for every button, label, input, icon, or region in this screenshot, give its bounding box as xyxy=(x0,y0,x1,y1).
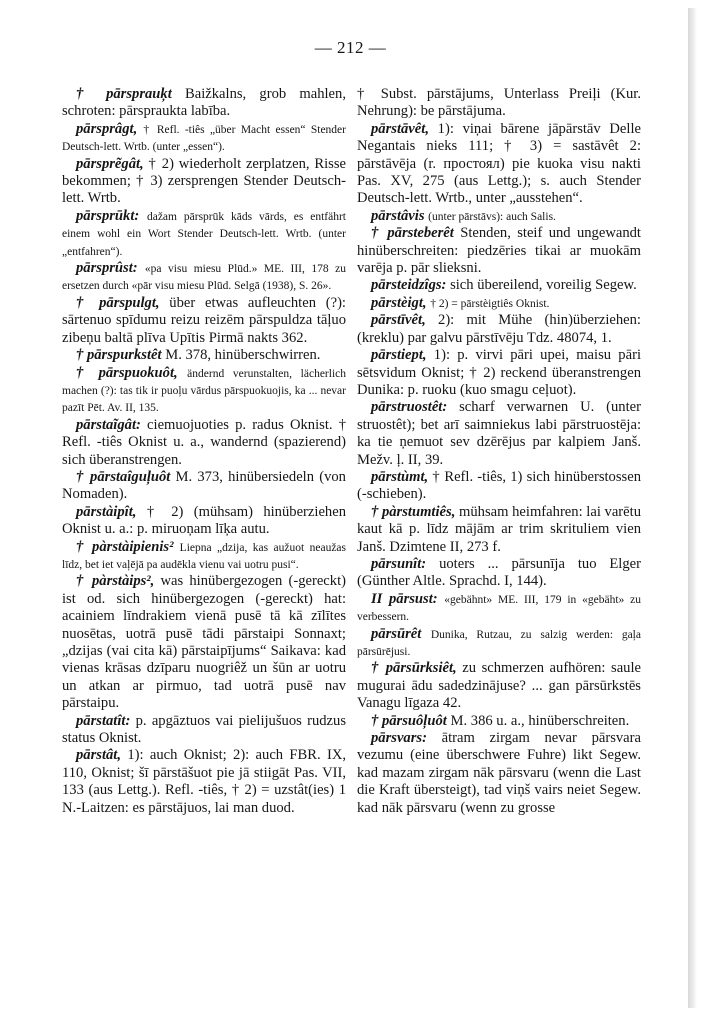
entry-headword: † pārsteberêt xyxy=(371,225,454,242)
dictionary-entry xyxy=(357,86,641,121)
entry-headword: pārsprūkt: xyxy=(76,207,140,224)
entry-headword: pārsprâgt, xyxy=(76,120,138,137)
dictionary-entry xyxy=(357,121,641,208)
dictionary-entry xyxy=(357,399,641,469)
dictionary-entry xyxy=(62,417,346,469)
entry-body: was hinübergezogen (-gereckt) ist od. sich hinübergezogen (-gereckt) hat: acainiem līndrakiem vienā pusē tā kā zīlītes nuosētas, uotrā pusē tādi pārstaipi Sonnaxt; „dzijas (vai cita kā) pārstaipījums“ Saikava: kad vienas krāsas dzīparu nuogriêž un šūn ar uotru un atkan ar pirmuo, tad uotrā pusē nav pārstaipu. xyxy=(62,573,346,712)
entry-body: scharf verwarnen U. (unter struostêt); bet arī saimniekus labi pārstruostēja: ka tie ņemuot sev dzērējus par kalpiem Janš. Mežv. ļ. II, 39. xyxy=(357,399,641,468)
dictionary-entry xyxy=(62,295,346,347)
entry-body: ändernd verunstalten, lächerlich machen (?): tas tik ir puoļu vārdus pārspuokuojis, ka ... nevar pazīt Pēt. Av. II, 135. xyxy=(62,367,346,415)
entry-headword: pārsprẽgât, xyxy=(76,155,144,172)
entry-headword: pārstatît: xyxy=(76,712,131,729)
entry-body: über etwas aufleuchten (?): sārtenuo spīdumu reizu reizēm pārspuldza tāļuo zibeņu baltā plīva Upītis Pirmā nakts 362. xyxy=(62,294,346,346)
entry-body: † 2) wiederholt zerplatzen, Risse bekommen; † 3) zersprengen Stender Deutsch-lett. Wrtb. xyxy=(62,155,346,207)
page-edge-shadow xyxy=(688,8,697,1008)
dictionary-entry xyxy=(357,277,641,294)
entry-headword: † pārstaîguļuôt xyxy=(76,468,171,485)
dictionary-entry xyxy=(357,660,641,712)
entry-headword: † pārsuôļuôt xyxy=(371,712,447,729)
dictionary-entry xyxy=(357,208,641,225)
right-column xyxy=(357,86,641,817)
entry-body: M. 373, hinübersiedeln (von Nomaden). xyxy=(62,468,346,503)
entry-headword: pārsteidzîgs: xyxy=(371,277,447,294)
dictionary-entry xyxy=(357,556,641,591)
entry-body: sich übereilend, voreilig Segew. xyxy=(450,277,637,294)
entry-body: 1): auch Oknist; 2): auch FBR. IX, 110, Oknist; šī pārstāšuot pie jā stiigāt Pas. VII, 133 (aus Lettg.). Refl. -tiês, † 2) = uzstât(ies) 1 N.-Laitzen: es pārstājuos, lai man duod. xyxy=(62,747,347,816)
dictionary-entry xyxy=(62,365,346,417)
left-column xyxy=(62,86,346,817)
entry-body: p. apgāztuos vai pielijušuos rudzus status Oknist. xyxy=(62,712,346,747)
dictionary-entry xyxy=(62,260,346,295)
entry-body: Liepna „dzija, kas aužuot neaužas līdz, bet iet vaļējā pa audēkla vienu vai uotru pusi“. xyxy=(62,541,346,571)
entry-headword: II pārsust: xyxy=(371,590,438,607)
entry-headword: † pārsprauk̦t xyxy=(76,86,172,102)
entry-headword: † pārspuokuôt, xyxy=(76,364,178,381)
entry-headword: pārstīvêt, xyxy=(371,312,426,329)
entry-headword: pārsprûst: xyxy=(76,260,138,277)
dictionary-entry xyxy=(357,626,641,661)
entry-body: uoters ... pārsunīja tuo Elger (Günther Altle. Sprachd. I, 144). xyxy=(357,555,641,590)
entry-headword: † pàrstumtiês, xyxy=(371,503,456,520)
dictionary-entry xyxy=(62,539,346,574)
entry-headword: † pàrstàipienis² xyxy=(76,538,174,555)
entry-body: † 2) = pārstèigtiês Oknist. xyxy=(430,297,550,310)
entry-headword: † pārspurkstêt xyxy=(76,347,162,364)
entry-headword: pārstiept, xyxy=(371,347,427,364)
dictionary-entry xyxy=(357,504,641,556)
entry-body: ciemuojuoties p. radus Oknist. † Refl. -tiês Oknist u. a., wandernd (spazierend) sich überanstrengen. xyxy=(62,416,346,468)
entry-headword: pārstâvis xyxy=(371,207,425,224)
dictionary-entry xyxy=(357,295,641,312)
dictionary-entry xyxy=(62,573,346,712)
entry-body: † Subst. pārstājums, Unterlass Preiļi (Kur. Nehrung): be pārstājuma. xyxy=(357,86,641,120)
dictionary-entry xyxy=(62,86,346,121)
entry-headword: pārstaĩgât: xyxy=(76,416,141,433)
entry-body: «gebähnt» ME. III, 179 in «gebäht» zu verbessern. xyxy=(357,593,641,624)
entry-body: Stenden, steif und ungewandt hinüberschreiten: piedzēries tikai ar muokām varēja p. pār slieksni. xyxy=(357,225,641,277)
dictionary-entry xyxy=(357,225,641,277)
dictionary-entry xyxy=(62,747,346,817)
entry-body: 2): mit Mühe (hin)überziehen: (kreklu) par galvu pārstīvēju Tdz. 48074, 1. xyxy=(357,312,641,346)
dictionary-entry xyxy=(357,713,641,730)
entry-headword: † pàrstàips², xyxy=(76,573,155,590)
entry-headword: pārstèigt, xyxy=(371,294,427,311)
entry-body: zu schmerzen aufhören: saule mugurai ādu sadedzinājuse? ... gan pārsūrkstēs Vanagu līgaza 42. xyxy=(357,660,642,712)
entry-body: M. 378, hinüberschwirren. xyxy=(165,347,321,364)
entry-body: † Refl. -tiês „über Macht essen“ Stender Deutsch-lett. Wrtb. (unter „essen“). xyxy=(62,123,346,154)
entry-headword: pārstât, xyxy=(76,747,122,764)
entry-headword: pārsunît: xyxy=(371,555,427,572)
dictionary-entry xyxy=(62,156,346,208)
entry-body: † Refl. -tiês, 1) sich hinüberstossen (-schieben). xyxy=(357,468,641,503)
entry-headword: pārstruostêt: xyxy=(371,399,448,416)
entry-body: † 2) (mühsam) hinüberziehen Oknist u. a.: p. miruoņam līķa autu. xyxy=(62,503,346,538)
entry-body: M. 386 u. a., hinüberschreiten. xyxy=(450,712,630,729)
entry-headword: pārsvars: xyxy=(371,730,427,747)
dictionary-entry xyxy=(62,208,346,260)
entry-body: mühsam heimfahren: lai varētu kaut kā p. līdz mājām ar trim skrituliem vien Janš. Dzimtene II, 273 f. xyxy=(357,503,641,555)
dictionary-entry xyxy=(62,504,346,539)
dictionary-entry xyxy=(357,591,641,626)
dictionary-entry xyxy=(62,121,346,156)
dictionary-entry xyxy=(62,713,346,748)
entry-headword: pārsūrêt xyxy=(371,625,422,642)
dictionary-entry xyxy=(357,469,641,504)
page-number: — 212 — xyxy=(314,38,387,57)
entry-headword: pārstùmt, xyxy=(371,468,429,485)
entry-headword: pārstāvêt, xyxy=(371,120,429,137)
entry-body: (unter pārstāvs): auch Salis. xyxy=(428,210,556,223)
entry-body: dažam pārsprūk kāds vārds, es entfährt einem wohl ein Wort Stender Deutsch-lett. Wrtb. (unter „entfahren“). xyxy=(62,210,346,258)
dictionary-entry xyxy=(357,730,641,817)
dictionary-entry xyxy=(62,347,346,364)
entry-body: 1): p. virvi pāri upei, maisu pāri sētsvidum Oknist; † 2) reckend überanstrengen Dunika: p. ruoku (kuo smagu ceļuot). xyxy=(357,347,641,398)
entry-body: Baižkalns, grob mahlen, schroten: pārspraukta labība. xyxy=(62,86,346,120)
dictionary-entry xyxy=(357,312,641,347)
entry-headword: † pārsūrksiêt, xyxy=(371,660,457,677)
entry-headword: pārstàipît, xyxy=(76,503,137,520)
dictionary-entry xyxy=(62,469,346,504)
entry-body: Dunika, Rutzau, zu salzig werden: gaļa pārsūrējusi. xyxy=(357,628,641,658)
entry-body: «pa visu miesu Plūd.» ME. III, 178 zu ersetzen durch «pār visu miesu Plūd. Selgā (1938), S. 26». xyxy=(62,263,346,293)
entry-body: ātram zirgam nevar pārsvara vezumu (eine überschwere Fuhre) likt Segew. kad mazam zirgam nāk pārsvaru (wenn die Last die Kraft übersteigt), tad viņš vairs neiet Segew. kad nāk pārsvaru (wenn zu grosse xyxy=(357,730,641,816)
entry-body: 1): viņai bārene jāpārstāv Delle Negantais nieks 111; † 3) = sastāvêt 2: pārstāvēja (r. простоял) pie kuoka visu nakti Pas. XV, 275 (aus Lettg.); s. auch Stender Deutsch-lett. Wrtb., unter „ausstehen“. xyxy=(357,120,641,207)
dictionary-entry xyxy=(357,347,641,399)
entry-headword: † pārspulgt, xyxy=(76,294,160,311)
